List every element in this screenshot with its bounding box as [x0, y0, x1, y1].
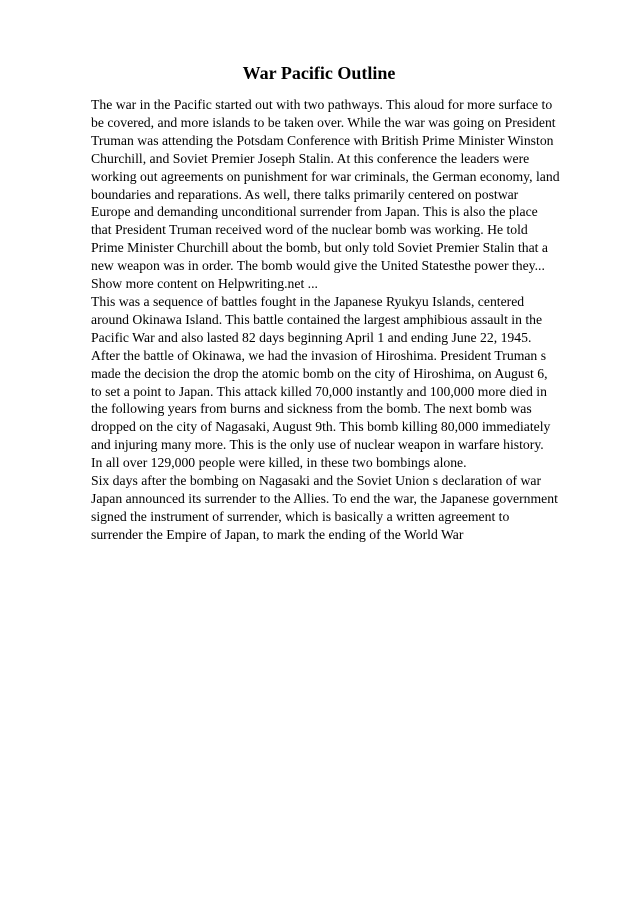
text-line: working out agreements on punishment for war criminals, the German economy, land: [91, 168, 560, 184]
text-line: Churchill, and Soviet Premier Joseph Stalin. At this conference the leaders were: [91, 150, 530, 166]
text-line: dropped on the city of Nagasaki, August 9th. This bomb killing 80,000 immediately: [91, 419, 551, 435]
text-line: Pacific War and also lasted 82 days beginning April 1 and ending June 22, 1945.: [91, 329, 532, 345]
text-line: Europe and demanding unconditional surrender from Japan. This is also the place: [91, 204, 538, 220]
text-line: be covered, and more islands to be taken over. While the war was going on President: [91, 114, 556, 130]
text-line: and injuring many more. This is the only use of nuclear weapon in warfare history.: [91, 437, 544, 453]
text-line: This was a sequence of battles fought in the Japanese Ryukyu Islands, centered: [91, 293, 525, 309]
document-body: [91, 96, 601, 544]
text-line: made the decision the drop the atomic bomb on the city of Hiroshima, on August 6,: [91, 365, 548, 381]
text-line: Six days after the bombing on Nagasaki and the Soviet Union s declaration of war: [91, 473, 542, 489]
text-line: surrender the Empire of Japan, to mark the ending of the World War: [91, 526, 464, 542]
text-line: around Okinawa Island. This battle contained the largest amphibious assault in the: [91, 311, 543, 327]
text-line: to set a point to Japan. This attack killed 70,000 instantly and 100,000 more died in: [91, 383, 547, 399]
text-line: Japan announced its surrender to the Allies. To end the war, the Japanese government: [91, 490, 558, 506]
text-line: the following years from burns and sickness from the bomb. The next bomb was: [91, 401, 532, 417]
text-line: Truman was attending the Potsdam Conference with British Prime Minister Winston: [91, 132, 554, 148]
text-line: signed the instrument of surrender, which is basically a written agreement to: [91, 508, 510, 524]
text-line: boundaries and reparations. As well, there talks primarily centered on postwar: [91, 186, 519, 202]
text-line: that President Truman received word of the nuclear bomb was working. He told: [91, 222, 528, 238]
text-line: Prime Minister Churchill about the bomb, but only told Soviet Premier Stalin that a: [91, 240, 548, 256]
document-title: War Pacific Outline: [242, 63, 396, 83]
text-line: new weapon was in order. The bomb would give the United Statesthe power they...: [91, 258, 545, 274]
text-line: Show more content on Helpwriting.net ...: [91, 276, 318, 292]
text-line: The war in the Pacific started out with two pathways. This aloud for more surface to: [91, 97, 553, 112]
text-line: After the battle of Okinawa, we had the invasion of Hiroshima. President Truman s: [91, 347, 547, 363]
text-line: In all over 129,000 people were killed, in these two bombings alone.: [91, 455, 467, 471]
